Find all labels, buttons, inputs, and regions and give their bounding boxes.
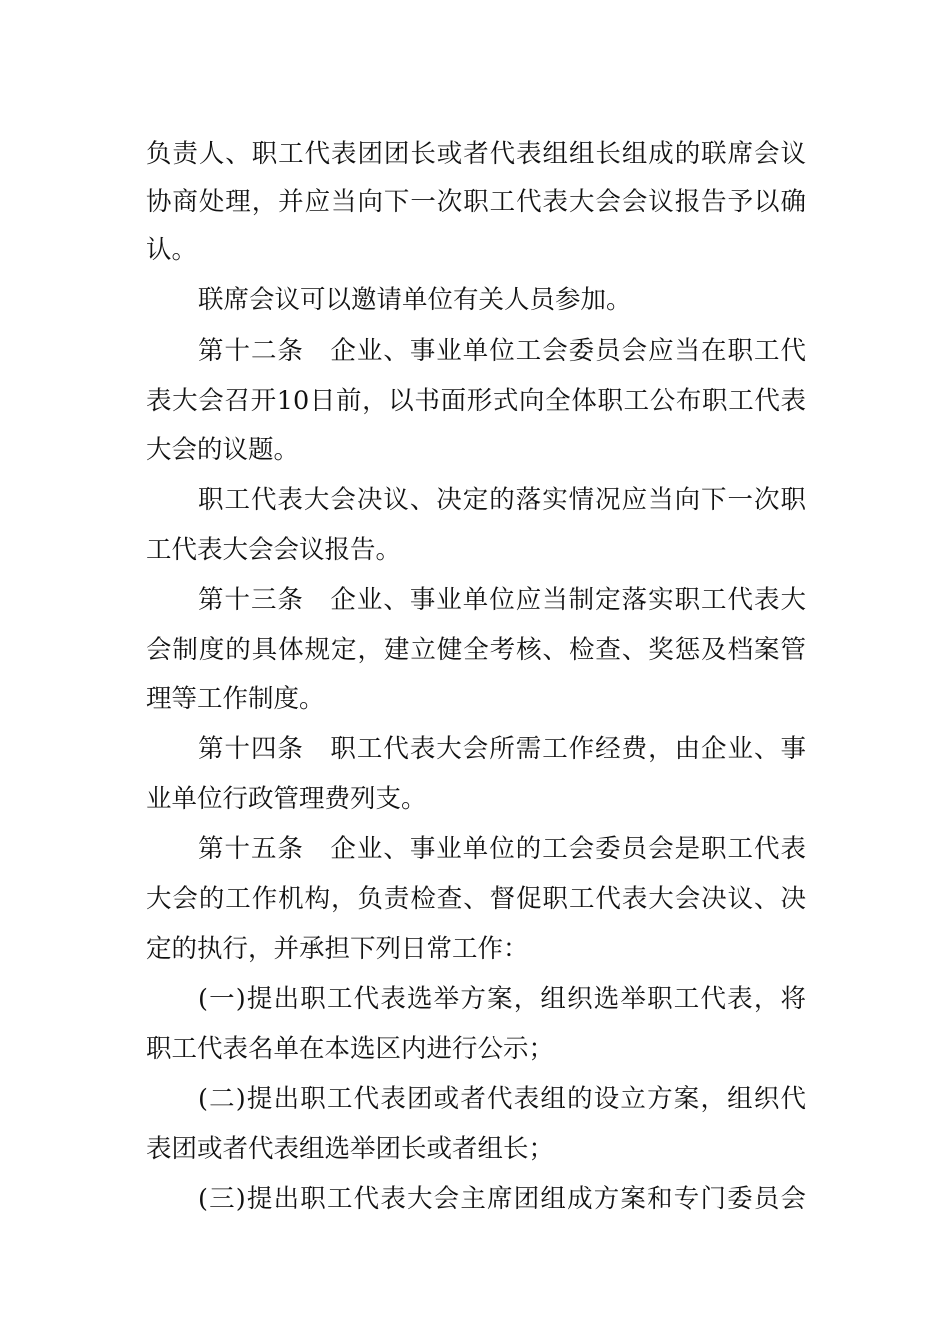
text-line: 职工代表大会决议、决定的落实情况应当向下一次职 xyxy=(198,485,806,515)
text-line: 职工代表名单在本选区内进行公示； xyxy=(146,1034,555,1064)
text-line: 业单位行政管理费列支。 xyxy=(146,784,427,814)
article-14-heading-line: 第十四条 职工代表大会所需工作经费，由企业、事 xyxy=(198,734,806,764)
text-line: 定的执行，并承担下列日常工作： xyxy=(146,934,529,964)
text-line: 表大会召开10日前，以书面形式向全体职工公布职工代表 xyxy=(146,386,806,416)
text-line: 会制度的具体规定，建立健全考核、检查、奖惩及档案管 xyxy=(146,635,806,665)
text-line: 负责人、职工代表团团长或者代表组组长组成的联席会议 xyxy=(146,139,806,169)
article-12-heading-line: 第十二条 企业、事业单位工会委员会应当在职工代 xyxy=(198,336,806,366)
article-13-heading-line: 第十三条 企业、事业单位应当制定落实职工代表大 xyxy=(198,585,806,615)
text-line: 认。 xyxy=(146,235,198,265)
article-15-heading-line: 第十五条 企业、事业单位的工会委员会是职工代表 xyxy=(198,834,806,864)
text-line: 表团或者代表组选举团长或者组长； xyxy=(146,1134,555,1164)
text-line: 联席会议可以邀请单位有关人员参加。 xyxy=(198,285,632,315)
text-line: 协商处理，并应当向下一次职工代表大会会议报告予以确 xyxy=(146,187,806,217)
list-item-3-line: (三)提出职工代表大会主席团组成方案和专门委员会 xyxy=(198,1184,806,1214)
text-line: 理等工作制度。 xyxy=(146,684,325,714)
text-line: 大会的工作机构，负责检查、督促职工代表大会决议、决 xyxy=(146,884,806,914)
list-item-1-line: (一)提出职工代表选举方案，组织选举职工代表，将 xyxy=(198,984,806,1014)
list-item-2-line: (二)提出职工代表团或者代表组的设立方案，组织代 xyxy=(198,1084,806,1114)
text-line: 工代表大会会议报告。 xyxy=(146,535,402,565)
text-line: 大会的议题。 xyxy=(146,435,300,465)
